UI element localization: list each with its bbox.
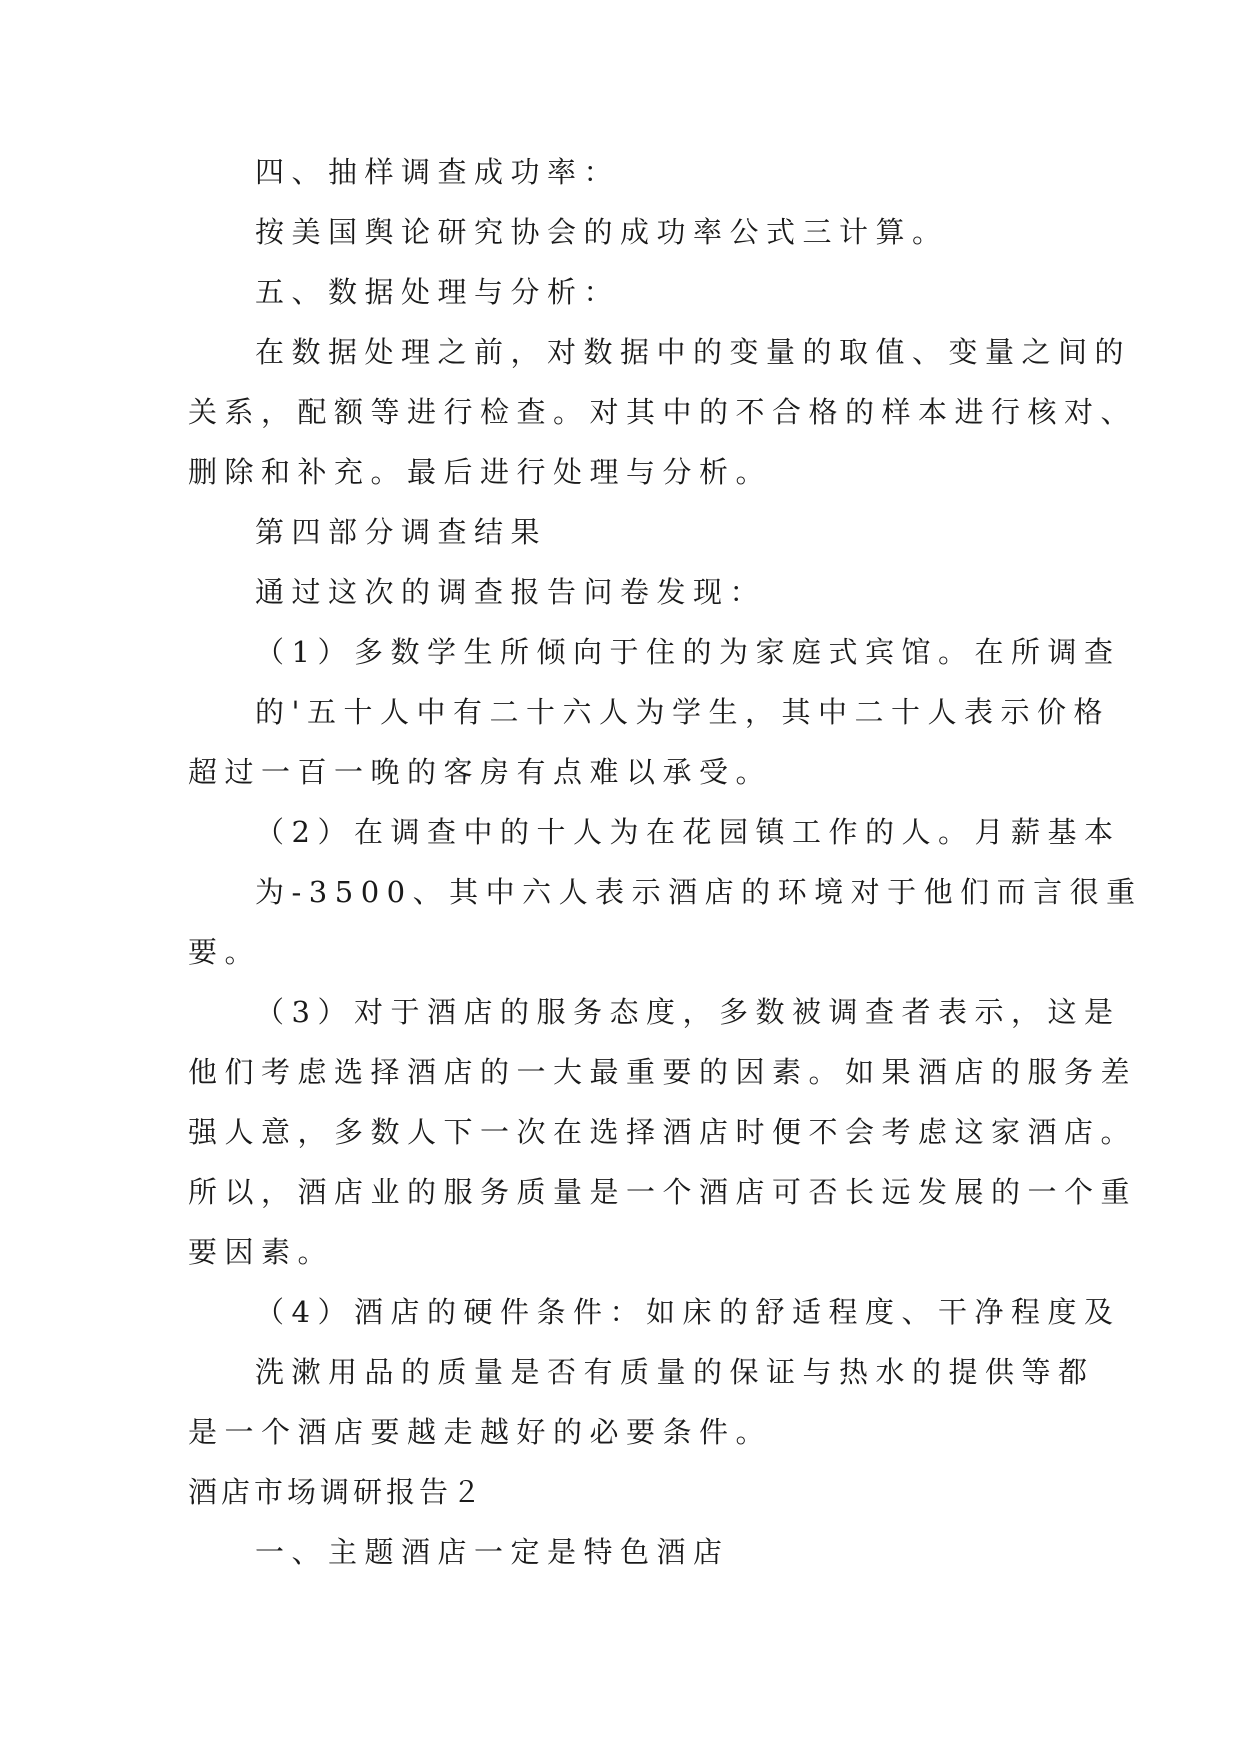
paragraph-line: 通过这次的调查报告问卷发现：	[255, 575, 767, 609]
list-item-3-line: 强人意，多数人下一次在选择酒店时便不会考虑这家酒店。	[188, 1115, 1138, 1149]
paragraph-line: 按美国舆论研究协会的成功率公式三计算。	[255, 215, 949, 249]
list-item-4-line: （4）酒店的硬件条件：如床的舒适程度、干净程度及	[255, 1295, 1121, 1329]
list-item-1-line: 的'五十人中有二十六人为学生，其中二十人表示价格	[255, 695, 1110, 729]
list-item-3-line: 要因素。	[188, 1235, 335, 1269]
paragraph-line: 删除和补充。最后进行处理与分析。	[188, 455, 773, 489]
list-item-3-line: 所以，酒店业的服务质量是一个酒店可否长远发展的一个重	[188, 1175, 1138, 1209]
section-heading-sampling-success-rate: 四、抽样调查成功率：	[255, 155, 621, 189]
list-item-2-line: 为-3500、其中六人表示酒店的环境对于他们而言很重	[255, 875, 1143, 909]
section-heading-data-processing: 五、数据处理与分析：	[255, 275, 621, 309]
list-item-2-line: （2）在调查中的十人为在花园镇工作的人。月薪基本	[255, 815, 1121, 849]
list-item-3-line: 他们考虑选择酒店的一大最重要的因素。如果酒店的服务差	[188, 1055, 1138, 1089]
list-item-3-line: （3）对于酒店的服务态度，多数被调查者表示，这是	[255, 995, 1121, 1029]
section-heading-survey-results: 第四部分调查结果	[255, 515, 548, 549]
list-item-2-line: 要。	[188, 935, 262, 969]
section-heading-theme-hotel: 一、主题酒店一定是特色酒店	[255, 1535, 730, 1569]
list-item-4-line: 洗漱用品的质量是否有质量的保证与热水的提供等都	[255, 1355, 1095, 1389]
report-title: 酒店市场调研报告２	[188, 1475, 486, 1509]
paragraph-line: 在数据处理之前，对数据中的变量的取值、变量之间的	[255, 335, 1132, 369]
list-item-1-line: （1）多数学生所倾向于住的为家庭式宾馆。在所调查	[255, 635, 1121, 669]
list-item-4-line: 是一个酒店要越走越好的必要条件。	[188, 1415, 773, 1449]
paragraph-line: 关系，配额等进行检查。对其中的不合格的样本进行核对、	[188, 395, 1138, 429]
list-item-1-line: 超过一百一晚的客房有点难以承受。	[188, 755, 773, 789]
